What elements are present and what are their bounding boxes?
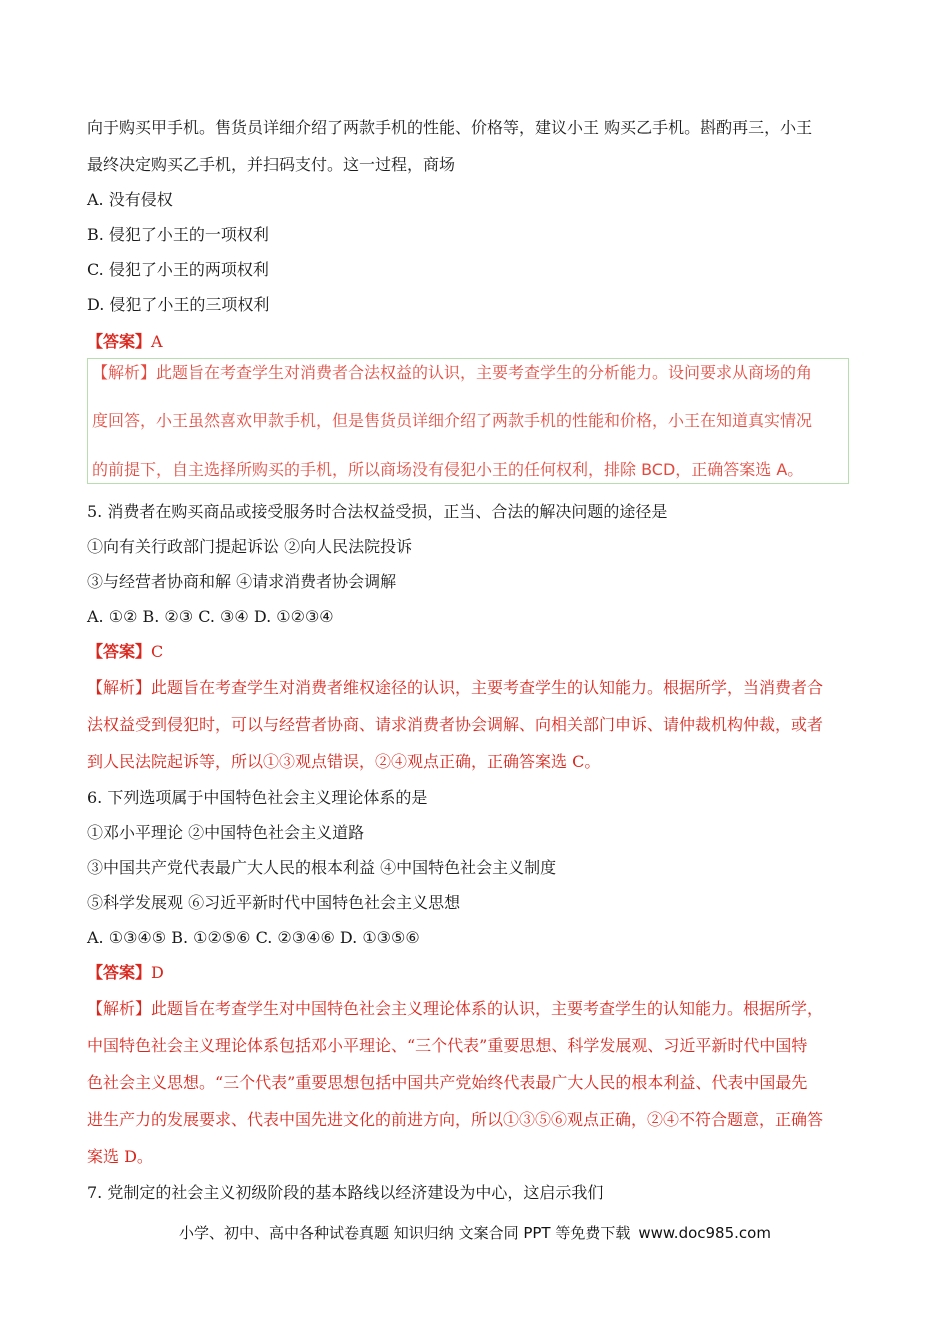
question-6-choices: A. ①③④⑤ B. ①②⑤⑥ C. ②③④⑥ D. ①③⑤⑥ xyxy=(87,928,420,947)
question-6-explanation-line-1: 【解析】此题旨在考查学生对中国特色社会主义理论体系的认识，主要考查学生的认知能力。根据所学， xyxy=(87,999,824,1018)
question-4-option-b: B. 侵犯了小王的一项权利 xyxy=(87,225,269,244)
question-5-explanation-line-3: 到人民法院起诉等，所以①③观点错误，②④观点正确，正确答案选 C。 xyxy=(87,752,601,771)
answer-value: A xyxy=(151,332,163,351)
explanation-line-1: 【解析】此题旨在考查学生对消费者合法权益的认识，主要考查学生的分析能力。设问要求从商场的角 xyxy=(92,363,813,382)
answer-label: 【答案】 xyxy=(87,963,152,982)
question-5-explanation-line-1: 【解析】此题旨在考查学生对消费者维权途径的认识，主要考查学生的认知能力。根据所学，当消费者合 xyxy=(87,678,824,697)
answer-label: 【答案】 xyxy=(87,332,152,351)
question-4-stem-line-2: 最终决定购买乙手机，并扫码支付。这一过程，商场 xyxy=(87,155,456,174)
question-5-explanation-line-2: 法权益受到侵犯时，可以与经营者协商、请求消费者协会调解、向相关部门申诉、请仲裁机构仲裁，或者 xyxy=(87,715,824,734)
question-6-options-row-1: ①邓小平理论 ②中国特色社会主义道路 xyxy=(87,823,365,842)
question-4-explanation-box xyxy=(87,358,849,484)
question-6-options-row-3: ⑤科学发展观 ⑥习近平新时代中国特色社会主义思想 xyxy=(87,893,461,912)
question-7-stem: 7. 党制定的社会主义初级阶段的基本路线以经济建设为中心，这启示我们 xyxy=(87,1183,604,1202)
question-5-options-row-1: ①向有关行政部门提起诉讼 ②向人民法院投诉 xyxy=(87,537,413,556)
question-6-explanation-line-3: 色社会主义思想。“三个代表”重要思想包括中国共产党始终代表最广大人民的根本利益、代表中国最先 xyxy=(87,1073,808,1092)
footer-text: 小学、初中、高中各种试卷真题 知识归纳 文案合同 PPT 等免费下载 xyxy=(179,1224,631,1242)
question-6-explanation-line-5: 案选 D。 xyxy=(87,1147,153,1166)
question-5-stem: 5. 消费者在购买商品或接受服务时合法权益受损，正当、合法的解决问题的途径是 xyxy=(87,502,668,521)
explanation-line-2: 度回答，小王虽然喜欢甲款手机，但是售货员详细介绍了两款手机的性能和价格，小王在知道真实情况 xyxy=(92,411,813,430)
answer-value: D xyxy=(151,963,164,982)
question-6-explanation-line-2: 中国特色社会主义理论体系包括邓小平理论、“三个代表”重要思想、科学发展观、习近平新时代中国特 xyxy=(87,1036,808,1055)
footer-url-link[interactable]: www.doc985.com xyxy=(638,1224,771,1242)
question-6-stem: 6. 下列选项属于中国特色社会主义理论体系的是 xyxy=(87,788,428,807)
question-4-stem-line-1: 向于购买甲手机。售货员详细介绍了两款手机的性能、价格等，建议小王 购买乙手机。斟酌再三，小王 xyxy=(87,118,813,137)
question-6-explanation-line-4: 进生产力的发展要求、代表中国先进文化的前进方向，所以①③⑤⑥观点正确，②④不符合题意，正确答 xyxy=(87,1110,824,1129)
question-4-option-a: A. 没有侵权 xyxy=(87,190,173,209)
question-5-answer xyxy=(87,642,163,662)
answer-label: 【答案】 xyxy=(87,642,152,661)
page-footer xyxy=(0,1222,950,1243)
question-6-options-row-2: ③中国共产党代表最广大人民的根本利益 ④中国特色社会主义制度 xyxy=(87,858,557,877)
question-4-option-d: D. 侵犯了小王的三项权利 xyxy=(87,295,270,314)
question-6-answer xyxy=(87,963,164,983)
question-5-options-row-2: ③与经营者协商和解 ④请求消费者协会调解 xyxy=(87,572,397,591)
question-4-answer xyxy=(87,332,163,352)
question-4-option-c: C. 侵犯了小王的两项权利 xyxy=(87,260,269,279)
answer-value: C xyxy=(151,642,164,661)
explanation-line-3: 的前提下，自主选择所购买的手机，所以商场没有侵犯小王的任何权利，排除 BCD，正确答案选 A。 xyxy=(92,460,804,479)
question-5-choices: A. ①② B. ②③ C. ③④ D. ①②③④ xyxy=(87,607,334,626)
